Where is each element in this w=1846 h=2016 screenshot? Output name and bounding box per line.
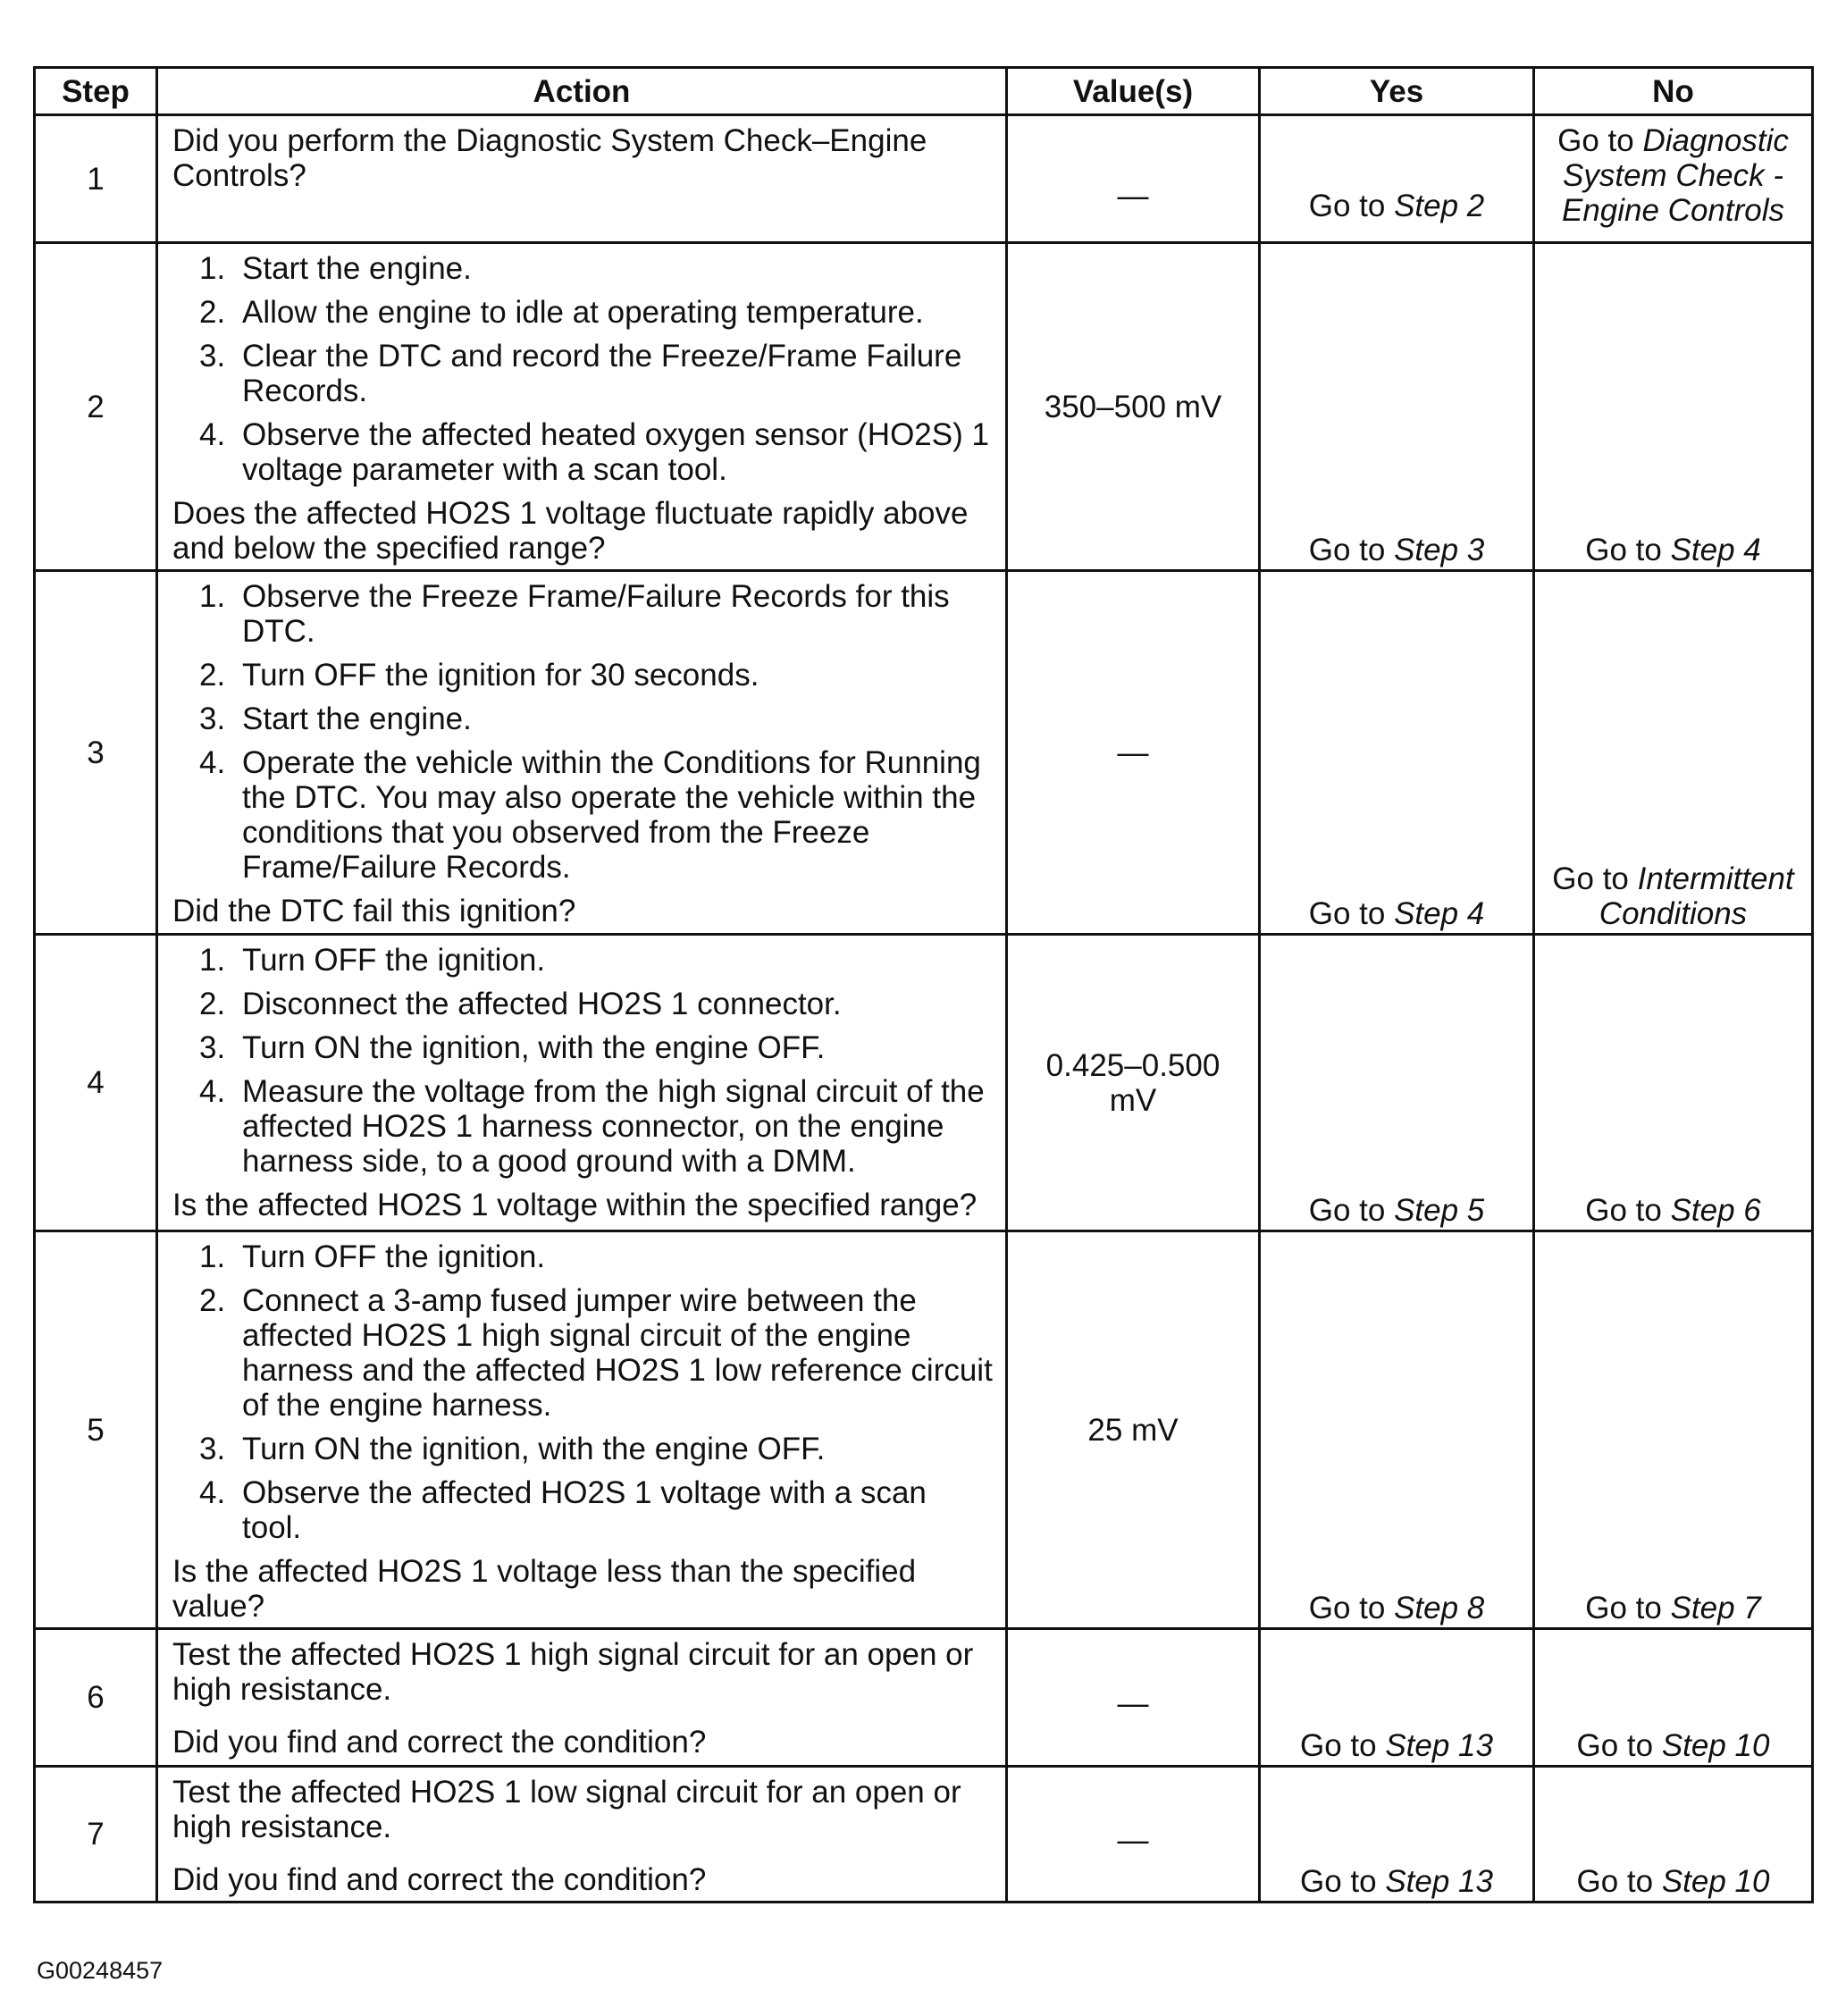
value-cell: 25 mV [1007, 1231, 1260, 1629]
yes-link[interactable]: Step 8 [1394, 1591, 1485, 1625]
no-cell: Go to Intermittent Conditions [1534, 571, 1813, 935]
step-number: 3 [35, 571, 157, 935]
table-row [35, 571, 1813, 935]
question-text: Did you find and correct the condition? [172, 1862, 707, 1897]
step-number: 4 [35, 935, 157, 1231]
yes-link[interactable]: Step 13 [1385, 1728, 1493, 1763]
yes-link[interactable]: Step 4 [1394, 896, 1485, 931]
list-item: 3. Turn ON the ignition, with the engine OFF. [199, 1432, 826, 1466]
list-item: 4. Observe the affected heated oxygen sensor (HO2S) 1 voltage parameter with a scan tool. [199, 417, 989, 487]
value-cell: — [1007, 1767, 1260, 1903]
action-cell [157, 243, 1007, 571]
table-row [35, 1629, 1813, 1767]
table-row [35, 1767, 1813, 1903]
header-no: No [1534, 68, 1813, 115]
table-row [35, 935, 1813, 1231]
list-item: 2. Allow the engine to idle at operating temperature. [199, 295, 924, 330]
no-link[interactable]: Step 10 [1661, 1728, 1770, 1763]
list-item: 1. Start the engine. [199, 251, 472, 286]
yes-cell: Go to Step 13 [1260, 1767, 1534, 1903]
list-item: 3. Turn ON the ignition, with the engine OFF. [199, 1030, 826, 1065]
yes-link[interactable]: Step 3 [1394, 533, 1485, 567]
step-number: 6 [35, 1629, 157, 1767]
no-link[interactable]: Step 7 [1670, 1591, 1761, 1625]
yes-cell: Go to Step 4 [1260, 571, 1534, 935]
action-cell [157, 115, 1007, 243]
list-item: 4. Measure the voltage from the high signal circuit of the affected HO2S 1 harness connector, on the engine harness side, to a good ground with a DMM. [199, 1074, 985, 1179]
header-step: Step [35, 68, 157, 115]
step-number: 5 [35, 1231, 157, 1629]
value-cell: — [1007, 571, 1260, 935]
yes-cell: Go to Step 8 [1260, 1231, 1534, 1629]
no-cell: Go to Step 4 [1534, 243, 1813, 571]
no-cell: Go to Step 10 [1534, 1767, 1813, 1903]
table-row [35, 1231, 1813, 1629]
list-item: 1. Observe the Freeze Frame/Failure Records for this DTC. [199, 579, 950, 649]
action-text: Test the affected HO2S 1 high signal circuit for an open or high resistance. [172, 1637, 974, 1707]
yes-link[interactable]: Step 5 [1394, 1193, 1485, 1228]
header-yes: Yes [1260, 68, 1534, 115]
no-cell: Go to Diagnostic System Check - Engine Controls [1534, 115, 1813, 243]
value-cell: 350–500 mV [1007, 243, 1260, 571]
no-cell: Go to Step 7 [1534, 1231, 1813, 1629]
yes-link[interactable]: Step 2 [1394, 189, 1485, 223]
no-link[interactable]: Diagnostic System Check - Engine Controls [1561, 123, 1789, 228]
list-item: 3. Clear the DTC and record the Freeze/Frame Failure Records. [199, 339, 962, 408]
list-item: 2. Connect a 3-amp fused jumper wire between the affected HO2S 1 high signal circuit of the engine harness and the affected HO2S 1 low reference circuit of the engine harness. [199, 1283, 993, 1423]
no-cell: Go to Step 10 [1534, 1629, 1813, 1767]
header-row [35, 68, 1813, 115]
list-item: 2. Turn OFF the ignition for 30 seconds. [199, 658, 759, 693]
value-cell: 0.425–0.500 mV [1007, 935, 1260, 1231]
list-item: 1. Turn OFF the ignition. [199, 1239, 546, 1274]
figure-id: G00248457 [37, 1957, 164, 1984]
table-row [35, 115, 1813, 243]
yes-cell: Go to Step 13 [1260, 1629, 1534, 1767]
value-cell: — [1007, 1629, 1260, 1767]
yes-cell: Go to Step 2 [1260, 115, 1534, 243]
value-cell: — [1007, 115, 1260, 243]
list-item: 1. Turn OFF the ignition. [199, 943, 546, 978]
header-values: Value(s) [1007, 68, 1260, 115]
yes-cell: Go to Step 5 [1260, 935, 1534, 1231]
action-list [172, 251, 993, 487]
question-text: Is the affected HO2S 1 voltage less than the specified value? [172, 1554, 917, 1624]
yes-link[interactable]: Step 13 [1385, 1864, 1493, 1899]
step-number: 2 [35, 243, 157, 571]
list-item: 2. Disconnect the affected HO2S 1 connector. [199, 987, 842, 1021]
no-link[interactable]: Intermittent Conditions [1598, 861, 1794, 931]
no-link[interactable]: Step 4 [1670, 533, 1761, 567]
step-number: 7 [35, 1767, 157, 1903]
question-text: Did you find and correct the condition? [172, 1725, 707, 1760]
action-cell [157, 1231, 1007, 1629]
action-list [172, 1239, 993, 1545]
no-link[interactable]: Step 10 [1661, 1864, 1770, 1899]
action-cell [157, 1629, 1007, 1767]
list-item: 3. Start the engine. [199, 701, 472, 736]
diagnostic-table [33, 66, 1814, 1903]
action-list [172, 943, 993, 1179]
question-text: Did the DTC fail this ignition? [172, 894, 576, 928]
action-text: Test the affected HO2S 1 low signal circuit for an open or high resistance. [172, 1775, 961, 1844]
table-row [35, 243, 1813, 571]
action-cell [157, 571, 1007, 935]
step-number: 1 [35, 115, 157, 243]
action-cell [157, 1767, 1007, 1903]
list-item: 4. Operate the vehicle within the Conditions for Running the DTC. You may also operate the vehicle within the conditions that you observed from the Freeze Frame/Failure Records. [199, 745, 981, 885]
action-list [172, 579, 993, 885]
header-action: Action [157, 68, 1007, 115]
question-text: Did you perform the Diagnostic System Check–Engine Controls? [172, 123, 927, 193]
list-item: 4. Observe the affected HO2S 1 voltage with a scan tool. [199, 1475, 927, 1545]
no-link[interactable]: Step 6 [1670, 1193, 1761, 1228]
action-cell [157, 935, 1007, 1231]
yes-cell: Go to Step 3 [1260, 243, 1534, 571]
question-text: Is the affected HO2S 1 voltage within the specified range? [172, 1188, 978, 1222]
question-text: Does the affected HO2S 1 voltage fluctuate rapidly above and below the specified range? [172, 496, 969, 566]
no-cell: Go to Step 6 [1534, 935, 1813, 1231]
